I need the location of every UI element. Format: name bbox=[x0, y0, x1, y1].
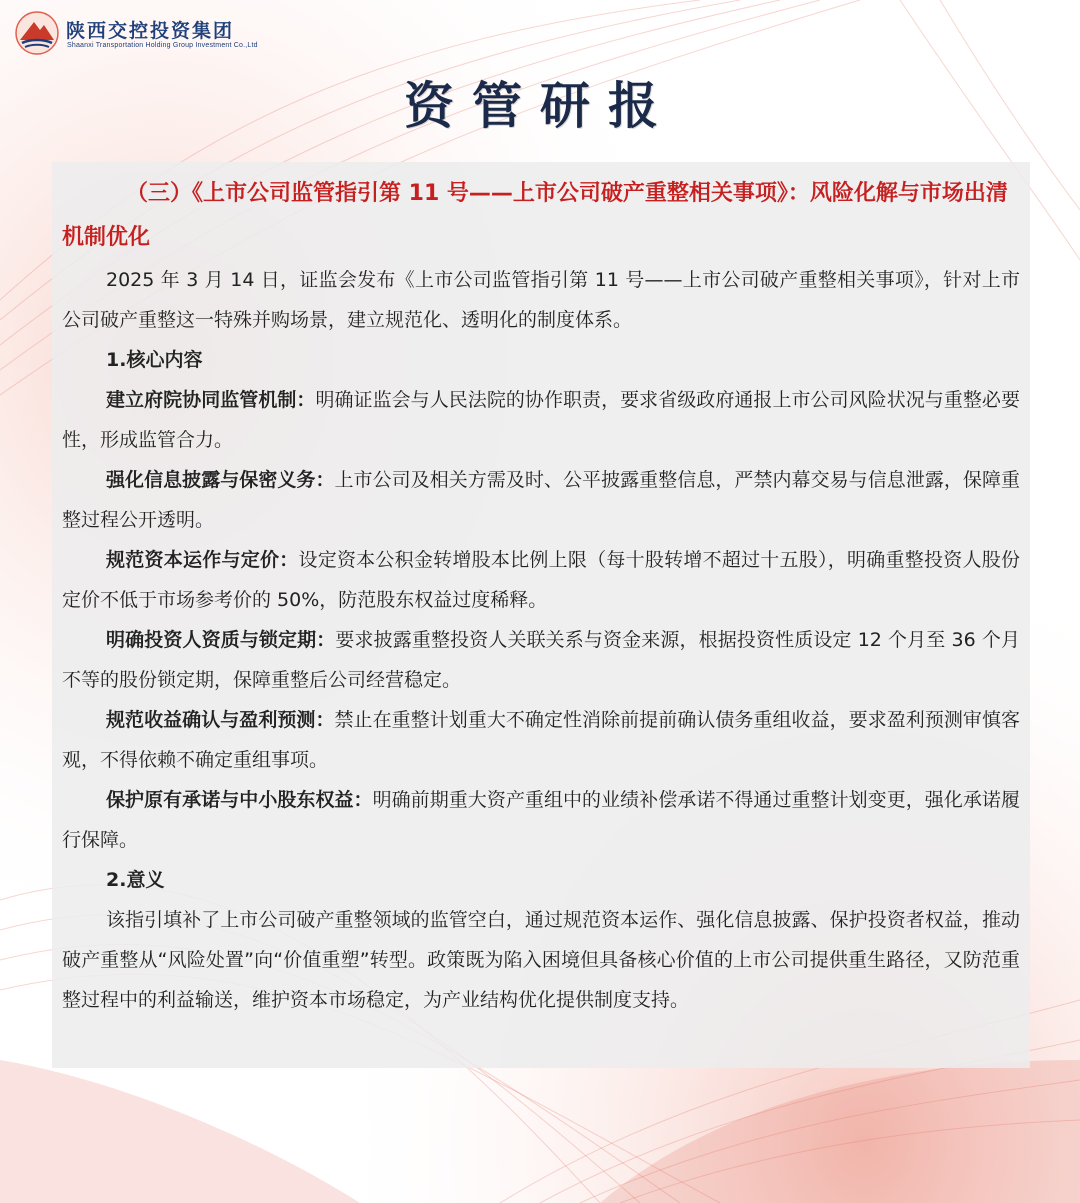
company-name-en: Shaanxi Transportation Holding Group Investment Co.,Ltd bbox=[67, 42, 258, 49]
company-logo bbox=[14, 10, 294, 56]
core-item-label: 明确投资人资质与锁定期： bbox=[106, 629, 336, 651]
core-item bbox=[62, 780, 1020, 860]
report-content bbox=[62, 172, 1020, 1020]
logo-mountain-icon bbox=[14, 10, 60, 56]
meaning-title: 2.意义 bbox=[106, 869, 165, 891]
intro-paragraph: 2025 年 3 月 14 日，证监会发布《上市公司监管指引第 11 号——上市公司破产重整相关事项》，针对上市公司破产重整这一特殊并购场景，建立规范化、透明化的制度体系。 bbox=[62, 269, 1020, 331]
core-item-text: 明确前期重大资产重组中的业绩补偿承诺不得通过重整计划变更，强化承诺履行保障。 bbox=[62, 789, 1020, 851]
core-item-label: 规范收益确认与盈利预测： bbox=[106, 709, 335, 731]
meaning-paragraph: 该指引填补了上市公司破产重整领域的监管空白，通过规范资本运作、强化信息披露、保护投资者权益，推动破产重整从“风险处置”向“价值重塑”转型。政策既为陷入困境但具备核心价值的上市公司提供重生路径，又防范重整过程中的利益输送，维护资本市场稳定，为产业结构优化提供制度支持。 bbox=[62, 909, 1020, 1011]
core-item-label: 建立府院协同监管机制： bbox=[106, 389, 316, 411]
core-item-text: 禁止在重整计划重大不确定性消除前提前确认债务重组收益，要求盈利预测审慎客观，不得依赖不确定重组事项。 bbox=[62, 709, 1020, 771]
core-item bbox=[62, 540, 1020, 620]
core-item-text: 要求披露重整投资人关联关系与资金来源，根据投资性质设定 12 个月至 36 个月不等的股份锁定期，保障重整后公司经营稳定。 bbox=[62, 629, 1020, 691]
core-item-text: 设定资本公积金转增股本比例上限（每十股转增不超过十五股），明确重整投资人股份定价不低于市场参考价的 50%，防范股东权益过度稀释。 bbox=[62, 549, 1020, 611]
core-item-label: 保护原有承诺与中小股东权益： bbox=[106, 789, 373, 811]
core-item-label: 规范资本运作与定价： bbox=[106, 549, 299, 571]
core-item bbox=[62, 620, 1020, 700]
core-item bbox=[62, 380, 1020, 460]
core-content-title: 1.核心内容 bbox=[106, 349, 203, 371]
core-item-text: 上市公司及相关方需及时、公平披露重整信息，严禁内幕交易与信息泄露，保障重整过程公开透明。 bbox=[62, 469, 1020, 531]
core-item bbox=[62, 460, 1020, 540]
core-item-label: 强化信息披露与保密义务： bbox=[106, 469, 335, 491]
banner-title: 资管研报 bbox=[404, 76, 676, 135]
core-item-text: 明确证监会与人民法院的协作职责，要求省级政府通报上市公司风险状况与重整必要性，形成监管合力。 bbox=[62, 389, 1020, 451]
company-name-cn: 陕西交控投资集团 bbox=[66, 20, 235, 42]
core-item bbox=[62, 700, 1020, 780]
section-heading: （三）《上市公司监管指引第 11 号——上市公司破产重整相关事项》：风险化解与市场出清机制优化 bbox=[62, 181, 1008, 250]
